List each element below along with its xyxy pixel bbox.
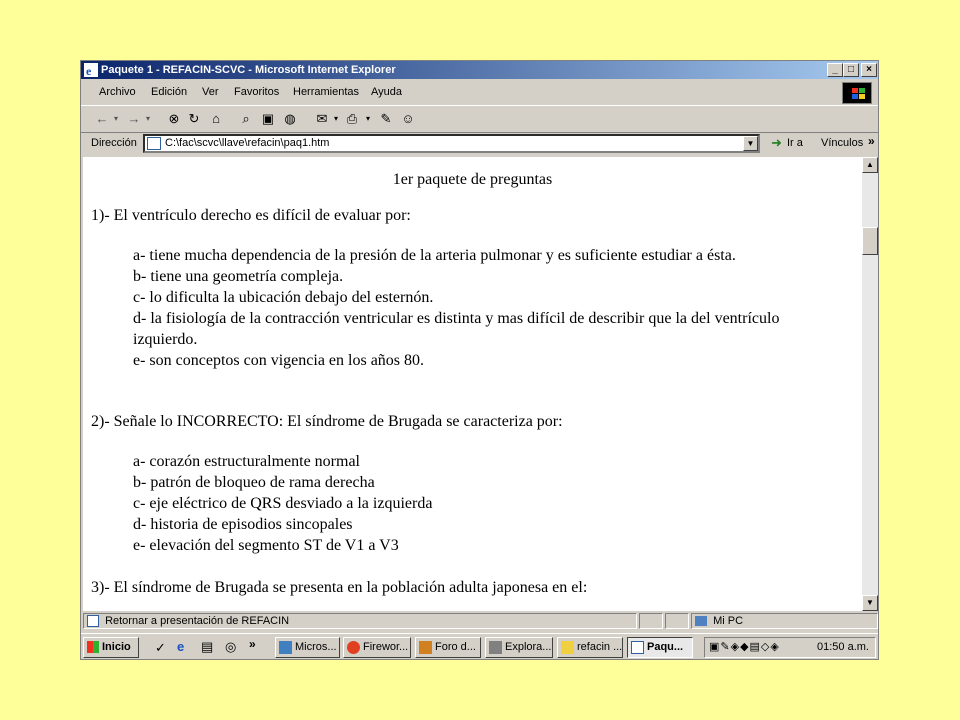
menu-favoritos[interactable]: Favoritos <box>234 86 280 98</box>
folder-icon <box>561 641 574 654</box>
print-dropdown-icon[interactable]: ▾ <box>365 114 370 123</box>
option-1d: d- la fisiología de la contracción ventricular es distinta y mas difícil de describir que la del ventrículo izquierdo. <box>133 310 780 348</box>
start-button[interactable] <box>83 637 139 658</box>
task-label: Explora... <box>505 641 552 653</box>
option-2d: d- historia de episodios sincopales <box>133 516 353 533</box>
forward-icon[interactable]: → <box>127 111 141 126</box>
links-chevron-icon[interactable]: » <box>868 134 875 148</box>
menu-herramientas[interactable]: Herramientas <box>293 86 360 98</box>
menu-ver[interactable]: Ver <box>202 86 219 98</box>
system-tray <box>704 637 876 658</box>
option-2b: b- patrón de bloqueo de rama derecha <box>133 474 375 491</box>
search-icon[interactable]: ⌕ <box>242 111 250 126</box>
ie-quicklaunch-icon[interactable]: e <box>177 639 185 654</box>
question-2: 2)- Señale lo INCORRECTO: El síndrome de Brugada se caracteriza por: <box>91 413 563 430</box>
desktop-icon[interactable]: ✓ <box>155 640 166 655</box>
print-icon[interactable]: ⎙ <box>346 111 358 126</box>
zone-text: Mi PC <box>713 615 744 627</box>
minimize-button[interactable]: _ <box>827 63 843 77</box>
option-1e: e- son conceptos con vigencia en los años 80. <box>133 352 425 369</box>
task-icon <box>631 641 644 654</box>
status-text-cell <box>83 613 637 629</box>
mail-dropdown-icon[interactable]: ▾ <box>333 114 338 123</box>
computer-icon <box>695 616 707 626</box>
menu-archivo[interactable]: Archivo <box>99 86 136 98</box>
go-arrow-icon[interactable]: ➜ <box>771 135 782 150</box>
back-dropdown-icon[interactable]: ▾ <box>113 114 118 123</box>
menu-ayuda[interactable]: Ayuda <box>371 86 402 98</box>
address-dropdown-icon[interactable]: ▼ <box>743 136 758 151</box>
windows-start-icon <box>87 641 99 653</box>
home-icon[interactable]: ⌂ <box>212 111 220 126</box>
question-1: 1)- El ventrículo derecho es difícil de evaluar por: <box>91 207 411 224</box>
title-bar[interactable] <box>81 61 878 79</box>
history-icon[interactable]: ◍ <box>284 111 296 126</box>
task-icon <box>489 641 502 654</box>
links-label[interactable]: Vínculos <box>821 137 864 149</box>
scroll-down-icon[interactable]: ▼ <box>862 595 878 611</box>
option-1a: a- tiene mucha dependencia de la presión de la arteria pulmonar y es suficiente estudiar a ésta. <box>133 247 736 264</box>
task-label: Firewor... <box>363 641 409 653</box>
outlook-icon[interactable]: ◎ <box>225 639 237 654</box>
address-input[interactable] <box>143 134 760 153</box>
task-item-active[interactable] <box>627 637 693 658</box>
task-icon <box>419 641 432 654</box>
status-bar <box>81 611 878 631</box>
status-cell <box>639 613 663 629</box>
option-2e: e- elevación del segmento ST de V1 a V3 <box>133 537 399 554</box>
scroll-up-icon[interactable]: ▲ <box>862 157 878 173</box>
menu-bar <box>81 81 878 103</box>
forward-dropdown-icon[interactable]: ▾ <box>145 114 150 123</box>
menu-edicion[interactable]: Edición <box>151 86 188 98</box>
question-2-options <box>133 451 823 556</box>
page-status-icon <box>87 615 99 627</box>
quicklaunch-chevron-icon[interactable]: » <box>249 637 256 651</box>
toolbar <box>81 105 878 133</box>
go-button[interactable]: Ir a <box>787 137 803 149</box>
stop-icon[interactable]: ⊗ <box>168 111 180 126</box>
option-1b: b- tiene una geometría compleja. <box>133 268 344 285</box>
task-item[interactable] <box>415 637 481 658</box>
start-label: Inicio <box>102 641 131 653</box>
svg-text:e: e <box>86 64 92 77</box>
question-3: 3)- El síndrome de Brugada se presenta en la población adulta japonesa en el: <box>91 579 588 596</box>
page-icon <box>147 137 161 150</box>
favorites-icon[interactable]: ▣ <box>261 111 275 126</box>
page-content <box>83 157 862 611</box>
task-label: refacin ... <box>577 641 623 653</box>
page-heading: 1er paquete de preguntas <box>392 171 553 188</box>
task-icon <box>347 641 360 654</box>
back-icon[interactable]: ← <box>95 111 109 126</box>
ie-icon <box>84 63 98 77</box>
task-icon <box>279 641 292 654</box>
task-label: Foro d... <box>435 641 476 653</box>
close-button[interactable]: × <box>861 63 877 77</box>
taskbar <box>81 633 878 660</box>
zone-cell <box>691 613 878 629</box>
question-1-options <box>133 245 823 371</box>
address-url[interactable]: C:\fac\scvc\llave\refacin\paq1.htm <box>165 137 330 149</box>
option-2c: c- eje eléctrico de QRS desviado a la izquierda <box>133 495 433 512</box>
tray-icons[interactable]: ▣✎◈◆▤◇◈ <box>709 641 780 653</box>
browser-window <box>80 60 879 660</box>
vertical-scrollbar[interactable] <box>862 157 878 611</box>
option-1c: c- lo dificulta la ubicación debajo del esternón. <box>133 289 434 306</box>
edit-icon[interactable]: ✎ <box>380 111 392 126</box>
status-text: Retornar a presentación de REFACIN <box>105 615 290 627</box>
task-item[interactable] <box>343 637 411 658</box>
task-item[interactable] <box>557 637 623 658</box>
channels-icon[interactable]: ▤ <box>201 639 214 654</box>
maximize-button[interactable]: □ <box>843 63 859 77</box>
status-cell <box>665 613 689 629</box>
task-item[interactable] <box>485 637 553 658</box>
address-label: Dirección <box>91 137 137 149</box>
windows-logo-icon <box>842 82 872 104</box>
task-label: Paqu... <box>647 641 684 653</box>
messenger-icon[interactable]: ☺ <box>401 111 415 126</box>
task-item[interactable] <box>275 637 340 658</box>
clock: 01:50 a.m. <box>817 641 869 653</box>
address-bar <box>81 132 878 156</box>
refresh-icon[interactable]: ↻ <box>188 111 200 126</box>
mail-icon[interactable]: ✉ <box>316 111 328 126</box>
option-2a: a- corazón estructuralmente normal <box>133 453 360 470</box>
scroll-thumb[interactable] <box>862 227 878 255</box>
task-label: Micros... <box>295 641 337 653</box>
window-title: Paquete 1 - REFACIN-SCVC - Microsoft Internet Explorer <box>101 64 396 76</box>
